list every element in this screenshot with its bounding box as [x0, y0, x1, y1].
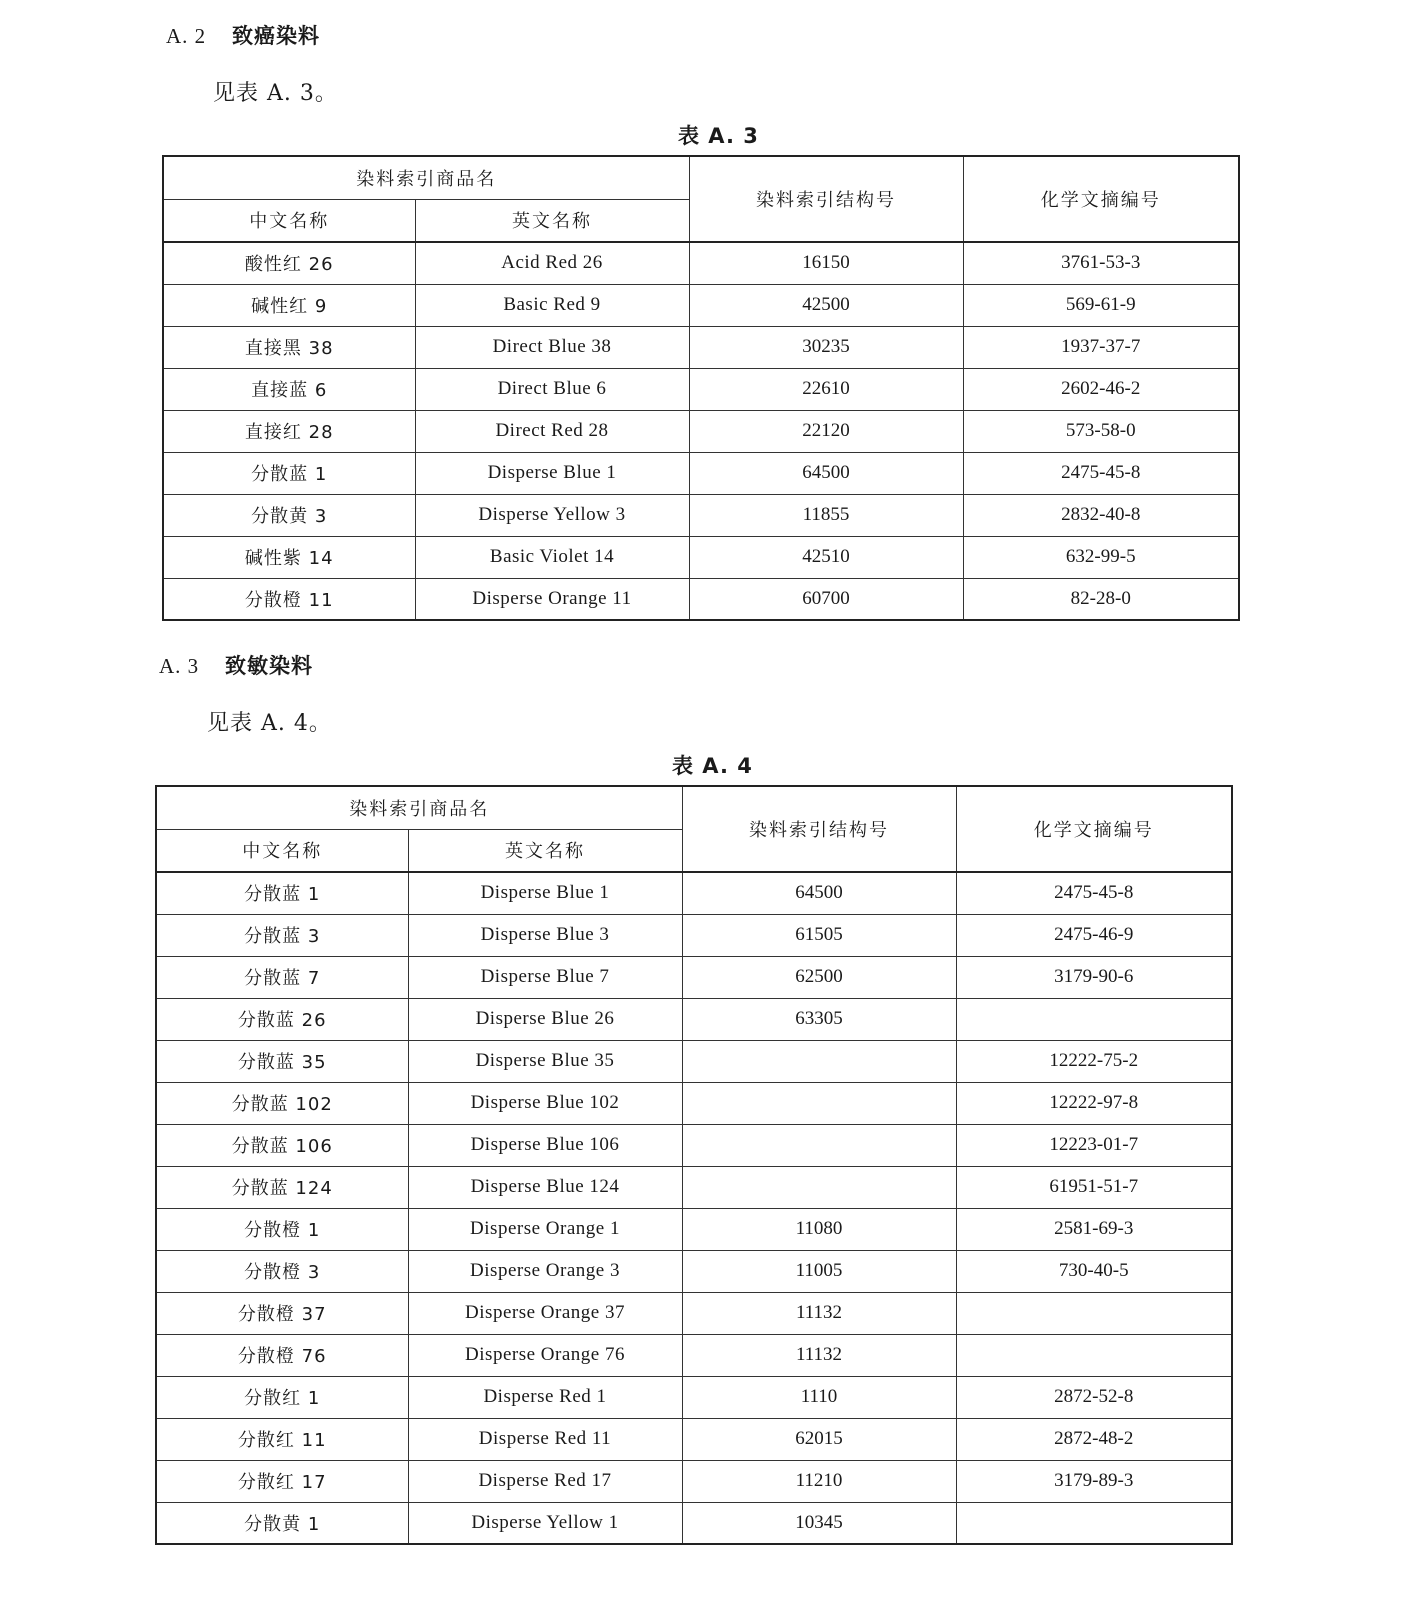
table-row: [156, 1250, 1232, 1292]
header-cn-name: 中文名称: [163, 199, 415, 242]
cn-name-cell: 分散蓝 7: [156, 956, 408, 998]
en-name-cell: Disperse Blue 26: [408, 998, 682, 1040]
header-cn-name: 中文名称: [156, 829, 408, 872]
table-row: [163, 326, 1239, 368]
cas-number-cell: 12223-01-7: [956, 1124, 1232, 1166]
header-cas-number: 化学文摘编号: [963, 156, 1239, 242]
ci-number-cell: [682, 1124, 956, 1166]
table-row: [163, 242, 1239, 284]
table-row: [156, 956, 1232, 998]
cas-number-cell: 2475-45-8: [963, 452, 1239, 494]
en-name-cell: Disperse Blue 102: [408, 1082, 682, 1124]
table-row: [156, 1208, 1232, 1250]
ci-number-cell: 22120: [689, 410, 963, 452]
cn-name-cell: 分散橙 76: [156, 1334, 408, 1376]
cas-number-cell: 730-40-5: [956, 1250, 1232, 1292]
section-title: 致敏染料: [225, 654, 313, 678]
en-name-cell: Disperse Orange 1: [408, 1208, 682, 1250]
ci-number-cell: 22610: [689, 368, 963, 410]
table-row: [156, 1418, 1232, 1460]
cn-name-cell: 分散蓝 102: [156, 1082, 408, 1124]
en-name-cell: Disperse Orange 76: [408, 1334, 682, 1376]
table-row: [156, 998, 1232, 1040]
table-a4: [155, 785, 1233, 1545]
cn-name-cell: 直接蓝 6: [163, 368, 415, 410]
en-name-cell: Disperse Blue 106: [408, 1124, 682, 1166]
ci-number-cell: [682, 1166, 956, 1208]
cas-number-cell: [956, 1334, 1232, 1376]
header-en-name: 英文名称: [408, 829, 682, 872]
en-name-cell: Disperse Yellow 1: [408, 1502, 682, 1544]
table-row: [156, 1334, 1232, 1376]
table-row: [163, 410, 1239, 452]
en-name-cell: Disperse Red 17: [408, 1460, 682, 1502]
ci-number-cell: 11080: [682, 1208, 956, 1250]
cn-name-cell: 分散蓝 1: [156, 872, 408, 914]
cn-name-cell: 分散红 11: [156, 1418, 408, 1460]
ci-number-cell: [682, 1040, 956, 1082]
header-cas-number: 化学文摘编号: [956, 786, 1232, 872]
cas-number-cell: [956, 998, 1232, 1040]
ci-number-cell: 30235: [689, 326, 963, 368]
en-name-cell: Disperse Blue 1: [408, 872, 682, 914]
en-name-cell: Basic Red 9: [415, 284, 689, 326]
table-row: [163, 536, 1239, 578]
table-row: [156, 1502, 1232, 1544]
header-ci-number: 染料索引结构号: [682, 786, 956, 872]
cn-name-cell: 碱性紫 14: [163, 536, 415, 578]
ci-number-cell: 11210: [682, 1460, 956, 1502]
table-row: [163, 368, 1239, 410]
table-row: [163, 494, 1239, 536]
en-name-cell: Disperse Blue 3: [408, 914, 682, 956]
en-name-cell: Disperse Red 1: [408, 1376, 682, 1418]
cn-name-cell: 分散橙 11: [163, 578, 415, 620]
cn-name-cell: 直接黑 38: [163, 326, 415, 368]
see-table-a3-text: 见表 A. 3。: [213, 81, 338, 106]
table-a4-caption: 表 A. 4: [672, 754, 753, 778]
cn-name-cell: 分散蓝 124: [156, 1166, 408, 1208]
cn-name-cell: 碱性红 9: [163, 284, 415, 326]
cas-number-cell: 12222-97-8: [956, 1082, 1232, 1124]
section-number: A. 3: [159, 654, 200, 678]
table-row: [163, 452, 1239, 494]
table-a4-body: [156, 872, 1232, 1544]
table-row: [156, 1040, 1232, 1082]
table-row: [156, 1082, 1232, 1124]
table-row: [156, 872, 1232, 914]
header-group: 染料索引商品名: [156, 786, 682, 829]
cas-number-cell: 2832-40-8: [963, 494, 1239, 536]
en-name-cell: Disperse Red 11: [408, 1418, 682, 1460]
header-ci-number: 染料索引结构号: [689, 156, 963, 242]
cas-number-cell: 61951-51-7: [956, 1166, 1232, 1208]
cas-number-cell: 12222-75-2: [956, 1040, 1232, 1082]
see-table-a4-text: 见表 A. 4。: [207, 711, 332, 736]
cn-name-cell: 分散蓝 3: [156, 914, 408, 956]
cn-name-cell: 分散蓝 26: [156, 998, 408, 1040]
cas-number-cell: 3179-90-6: [956, 956, 1232, 998]
ci-number-cell: 1110: [682, 1376, 956, 1418]
ci-number-cell: 11132: [682, 1292, 956, 1334]
en-name-cell: Disperse Blue 1: [415, 452, 689, 494]
cas-number-cell: 2581-69-3: [956, 1208, 1232, 1250]
cas-number-cell: 3179-89-3: [956, 1460, 1232, 1502]
table-row: [156, 914, 1232, 956]
en-name-cell: Disperse Orange 3: [408, 1250, 682, 1292]
table-a3-caption: 表 A. 3: [678, 124, 759, 148]
ci-number-cell: [682, 1082, 956, 1124]
cas-number-cell: 82-28-0: [963, 578, 1239, 620]
en-name-cell: Direct Red 28: [415, 410, 689, 452]
ci-number-cell: 10345: [682, 1502, 956, 1544]
ci-number-cell: 64500: [682, 872, 956, 914]
en-name-cell: Direct Blue 6: [415, 368, 689, 410]
cn-name-cell: 分散蓝 35: [156, 1040, 408, 1082]
table-a3: [162, 155, 1240, 621]
cn-name-cell: 分散橙 1: [156, 1208, 408, 1250]
cas-number-cell: [956, 1502, 1232, 1544]
table-row: [156, 1166, 1232, 1208]
table-row: [163, 284, 1239, 326]
cn-name-cell: 分散红 17: [156, 1460, 408, 1502]
section-heading-a3: [159, 650, 313, 680]
table-row: [156, 1292, 1232, 1334]
ci-number-cell: 62015: [682, 1418, 956, 1460]
en-name-cell: Disperse Blue 35: [408, 1040, 682, 1082]
cas-number-cell: [956, 1292, 1232, 1334]
cas-number-cell: 2475-46-9: [956, 914, 1232, 956]
en-name-cell: Disperse Blue 7: [408, 956, 682, 998]
en-name-cell: Disperse Orange 37: [408, 1292, 682, 1334]
table-row: [156, 1124, 1232, 1166]
ci-number-cell: 42510: [689, 536, 963, 578]
en-name-cell: Disperse Orange 11: [415, 578, 689, 620]
en-name-cell: Disperse Blue 124: [408, 1166, 682, 1208]
cn-name-cell: 分散红 1: [156, 1376, 408, 1418]
cas-number-cell: 2602-46-2: [963, 368, 1239, 410]
cn-name-cell: 分散蓝 106: [156, 1124, 408, 1166]
cn-name-cell: 分散黄 1: [156, 1502, 408, 1544]
header-group: 染料索引商品名: [163, 156, 689, 199]
cn-name-cell: 直接红 28: [163, 410, 415, 452]
cas-number-cell: 632-99-5: [963, 536, 1239, 578]
ci-number-cell: 42500: [689, 284, 963, 326]
ci-number-cell: 11132: [682, 1334, 956, 1376]
cn-name-cell: 分散黄 3: [163, 494, 415, 536]
en-name-cell: Acid Red 26: [415, 242, 689, 284]
cn-name-cell: 酸性红 26: [163, 242, 415, 284]
cas-number-cell: 569-61-9: [963, 284, 1239, 326]
table-row: [163, 578, 1239, 620]
en-name-cell: Basic Violet 14: [415, 536, 689, 578]
ci-number-cell: 16150: [689, 242, 963, 284]
cas-number-cell: 2475-45-8: [956, 872, 1232, 914]
ci-number-cell: 62500: [682, 956, 956, 998]
ci-number-cell: 61505: [682, 914, 956, 956]
ci-number-cell: 63305: [682, 998, 956, 1040]
ci-number-cell: 11855: [689, 494, 963, 536]
ci-number-cell: 60700: [689, 578, 963, 620]
table-a3-body: [163, 242, 1239, 620]
cas-number-cell: 2872-48-2: [956, 1418, 1232, 1460]
cas-number-cell: 573-58-0: [963, 410, 1239, 452]
table-row: [156, 1376, 1232, 1418]
en-name-cell: Disperse Yellow 3: [415, 494, 689, 536]
cas-number-cell: 3761-53-3: [963, 242, 1239, 284]
en-name-cell: Direct Blue 38: [415, 326, 689, 368]
cn-name-cell: 分散蓝 1: [163, 452, 415, 494]
cas-number-cell: 2872-52-8: [956, 1376, 1232, 1418]
cn-name-cell: 分散橙 3: [156, 1250, 408, 1292]
ci-number-cell: 64500: [689, 452, 963, 494]
cn-name-cell: 分散橙 37: [156, 1292, 408, 1334]
section-number: A. 2: [166, 24, 207, 48]
table-row: [156, 1460, 1232, 1502]
section-heading-a2: [166, 20, 320, 50]
header-en-name: 英文名称: [415, 199, 689, 242]
section-title: 致癌染料: [232, 24, 320, 48]
cas-number-cell: 1937-37-7: [963, 326, 1239, 368]
ci-number-cell: 11005: [682, 1250, 956, 1292]
